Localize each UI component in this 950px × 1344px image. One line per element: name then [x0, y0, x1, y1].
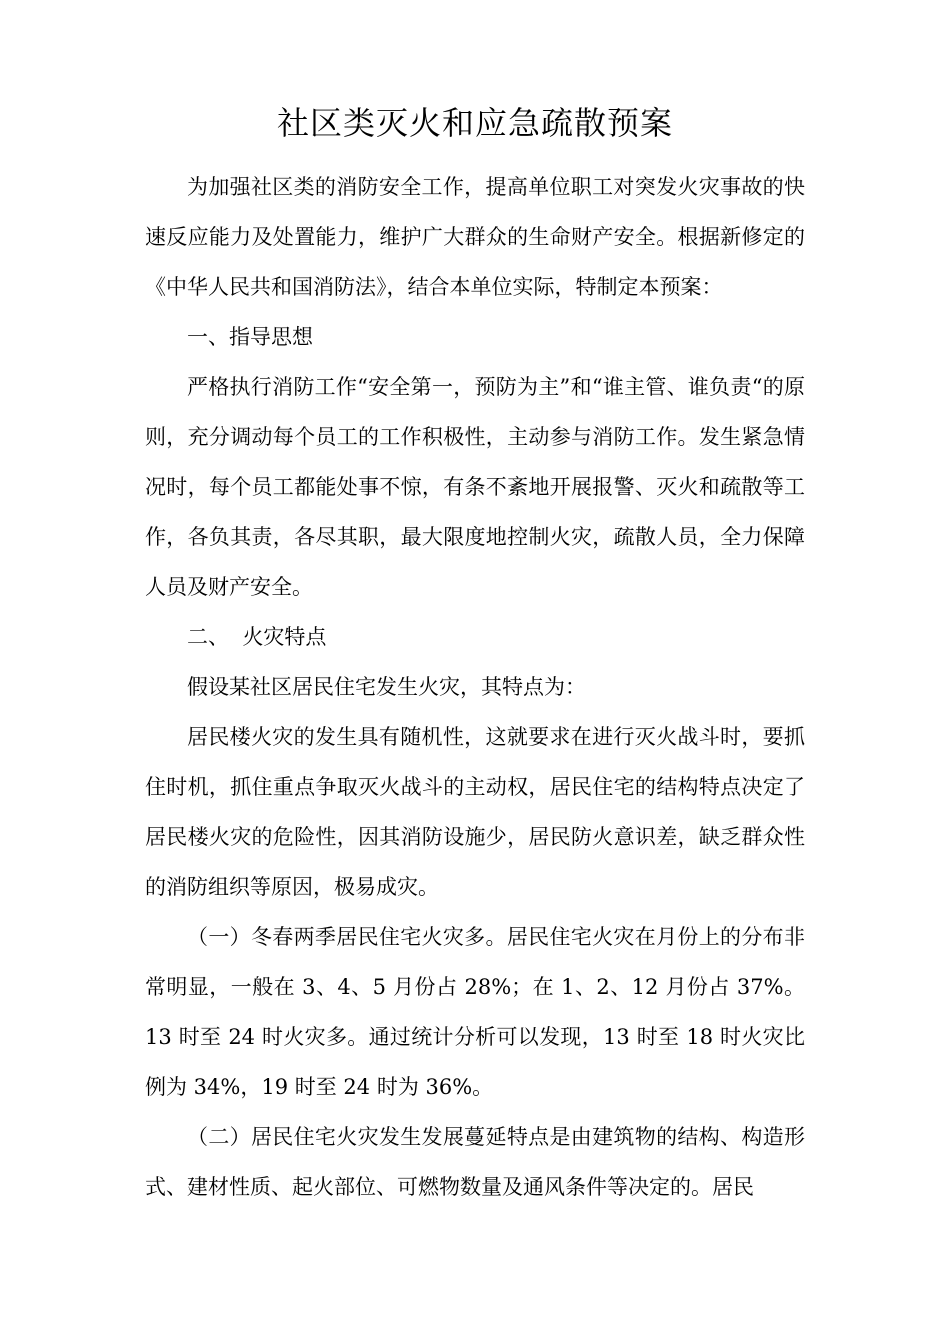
fire-spread-paragraph: （二）居民住宅火灾发生发展蔓延特点是由建筑物的结构、构造形式、建材性质、起火部位、可燃物数量及通风条件等决定的。居民: [145, 1125, 805, 1199]
guiding-ideology-paragraph: 严格执行消防工作“安全第一，预防为主”和“谁主管、谁负责“的原则，充分调动每个员工的工作积极性，主动参与消防工作。发生紧急情况时，每个员工都能处事不惊，有条不紊地开展报警、灭火和疏散等工作，各负其责，各尽其职，最大限度地控制火灾，疏散人员，全力保障人员及财产安全。: [145, 375, 805, 599]
intro-paragraph: 为加强社区类的消防安全工作，提高单位职工对突发火灾事故的快速反应能力及处置能力，维护广大群众的生命财产安全。根据新修定的《中华人民共和国消防法》，结合本单位实际，特制定本预案：: [145, 175, 805, 299]
section-heading-guiding-ideology: 一、指导思想: [187, 325, 313, 349]
residential-fire-paragraph: 居民楼火灾的发生具有随机性，这就要求在进行灭火战斗时，要抓住时机，抓住重点争取灭火战斗的主动权，居民住宅的结构特点决定了居民楼火灾的危险性，因其消防设施少，居民防火意识差，缺乏群众性的消防组织等原因，极易成灾。: [145, 725, 805, 899]
seasonal-fire-paragraph: （一）冬春两季居民住宅火灾多。居民住宅火灾在月份上的分布非常明显，一般在 3、4、5 月份占 28%；在 1、2、12 月份占 37%。13 时至 24 时火灾多。通过统计分析可以发现，13 时至 18 时火灾比例为 34%，19 时至 24 时为 36%。: [145, 925, 805, 1099]
fire-assumption-paragraph: 假设某社区居民住宅发生火灾，其特点为：: [187, 675, 586, 699]
document-title: 社区类灭火和应急疏散预案: [276, 104, 673, 142]
section-heading-fire-characteristics: 二、 火灾特点: [187, 625, 327, 649]
document-body: [145, 162, 805, 1212]
